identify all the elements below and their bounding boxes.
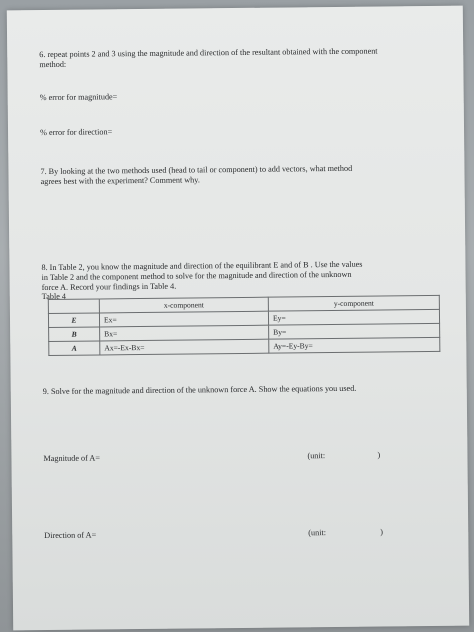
row-label: A	[49, 341, 100, 356]
q8-line-1: 8. In Table 2, you know the magnitude and direction of the equilibrant E and of B . Use the values	[41, 259, 363, 273]
direction-unit-open: (unit:	[308, 528, 327, 538]
magnitude-unit-open: (unit:	[307, 451, 326, 461]
x-component-cell[interactable]: Ax=-Ex-Bx=	[100, 339, 269, 355]
magnitude-unit-close: )	[377, 450, 381, 460]
q6-error-magnitude: % error for magnitude=	[39, 92, 118, 103]
x-component-cell[interactable]: Bx=	[100, 325, 269, 341]
table-4	[48, 295, 441, 356]
direction-unit-close: )	[380, 527, 384, 537]
table-header-blank	[48, 299, 99, 314]
q8-line-2: in Table 2 and the component method to solve for the magnitude and direction of the unknown	[41, 269, 352, 283]
y-component-cell[interactable]: Ay=-Ey-By=	[269, 337, 440, 353]
table-header-x: x-component	[99, 297, 268, 313]
q7-line-2: agrees best with the experiment? Comment why.	[40, 175, 200, 187]
row-label: E	[48, 313, 99, 328]
direction-label: Direction of A=	[44, 530, 97, 541]
q7-line-1: 7. By looking at the two methods used (head to tail or component) to add vectors, what method	[40, 163, 353, 177]
magnitude-label: Magnitude of A=	[43, 453, 100, 464]
q6-line-1: 6. repeat points 2 and 3 using the magnitude and direction of the resultant obtained with the component	[39, 46, 378, 60]
row-label: B	[49, 327, 100, 342]
q9-line-1: 9. Solve for the magnitude and direction of the unknown force A. Show the equations you used.	[42, 383, 357, 397]
q8-line-3: force A. Record your findings in Table 4.	[41, 281, 177, 293]
y-component-cell[interactable]: By=	[269, 323, 440, 339]
worksheet-page	[7, 6, 469, 631]
y-component-cell[interactable]: Ey=	[268, 309, 439, 325]
table-row	[49, 337, 440, 355]
x-component-cell[interactable]: Ex=	[99, 311, 268, 327]
table-header-y: y-component	[268, 295, 439, 311]
table-caption: Table 4	[41, 291, 67, 302]
q6-line-2: method:	[39, 59, 67, 70]
q6-error-direction: % error for direction=	[40, 127, 113, 138]
